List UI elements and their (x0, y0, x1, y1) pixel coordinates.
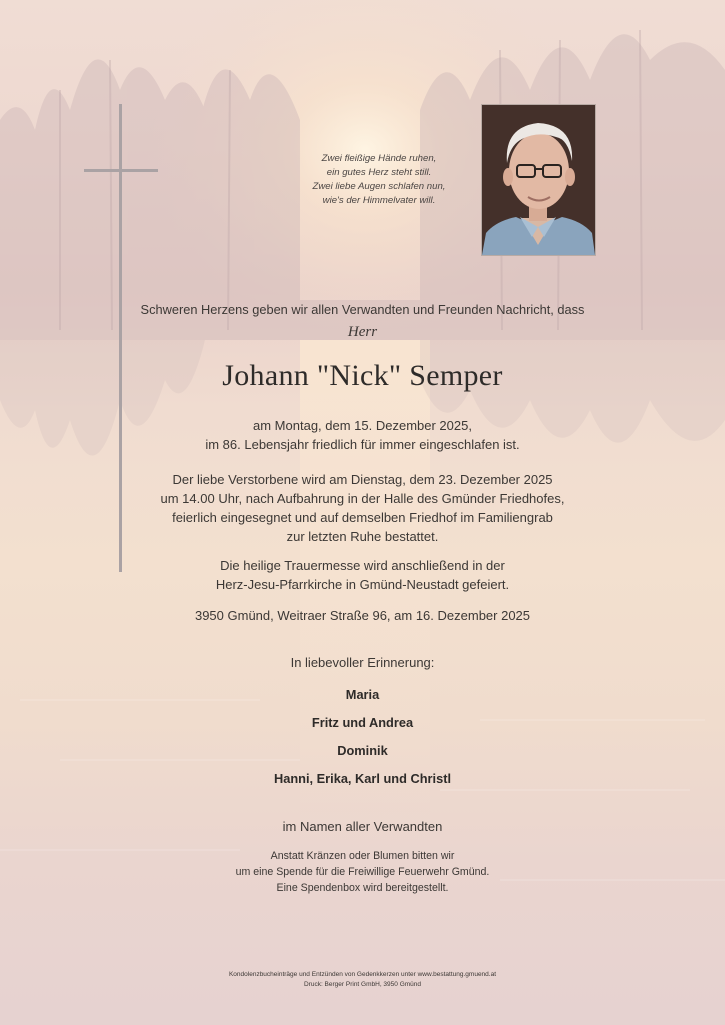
on-behalf-text: im Namen aller Verwandten (282, 819, 443, 834)
donation-note (0, 848, 725, 896)
burial-line: Der liebe Verstorbene wird am Dienstag, dem 23. Dezember 2025 (172, 472, 553, 487)
poem-line: Zwei fleißige Hände ruhen, (321, 153, 437, 164)
death-line: am Montag, dem 15. Dezember 2025, (253, 418, 472, 433)
memory-heading: In liebevoller Erinnerung: (290, 655, 435, 670)
portrait-photo (482, 105, 595, 255)
death-notice (0, 416, 725, 454)
place-date: 3950 Gmünd, Weitraer Straße 96, am 16. Dezember 2025 (194, 608, 531, 623)
mourner-name: Dominik (337, 743, 388, 758)
mass-line: Die heilige Trauermesse wird anschließend in der (220, 558, 505, 573)
poem-line: Zwei liebe Augen schlafen nun, (312, 181, 446, 192)
mass-details (0, 556, 725, 594)
burial-line: feierlich eingesegnet und auf demselben Friedhof im Familiengrab (172, 510, 553, 525)
burial-line: um 14.00 Uhr, nach Aufbahrung in der Halle des Gmünder Friedhofes, (160, 491, 565, 506)
intro-text: Schweren Herzens geben wir allen Verwandten und Freunden Nachricht, dass (140, 302, 585, 317)
mourner-name: Hanni, Erika, Karl und Christl (273, 771, 452, 786)
poem-line: wie's der Himmelvater will. (322, 195, 436, 206)
donation-line: um eine Spende für die Freiwillige Feuerwehr Gmünd. (235, 866, 490, 878)
deceased-name: Johann "Nick" Semper (222, 359, 503, 392)
memorial-poem (284, 152, 474, 208)
poem-line: ein gutes Herz steht still. (326, 167, 432, 178)
donation-line: Eine Spendenbox wird bereitgestellt. (276, 882, 449, 894)
cross-horizontal-bar (84, 169, 158, 172)
mass-line: Herz-Jesu-Pfarrkirche in Gmünd-Neustadt gefeiert. (215, 577, 510, 592)
mourner-name: Fritz und Andrea (311, 715, 414, 730)
donation-line: Anstatt Kränzen oder Blumen bitten wir (270, 850, 455, 862)
salutation: Herr (347, 324, 378, 340)
burial-details (0, 470, 725, 546)
footer-line: Druck: Berger Print GmbH, 3950 Gmünd (303, 981, 422, 988)
footer-line: Kondolenzbucheinträge und Entzünden von Gedenkkerzen unter www.bestattung.gmuend.at (228, 971, 497, 978)
death-line: im 86. Lebensjahr friedlich für immer eingeschlafen ist. (205, 437, 520, 452)
burial-line: zur letzten Ruhe bestattet. (286, 529, 439, 544)
footer (0, 970, 725, 990)
mourner-name: Maria (345, 687, 380, 702)
